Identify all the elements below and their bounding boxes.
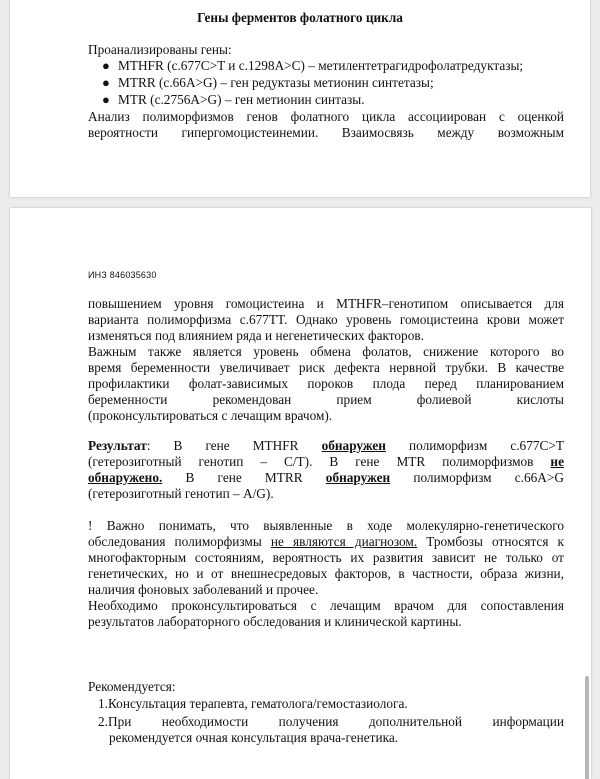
page-2 — [10, 208, 591, 779]
bullet-icon: ● — [102, 75, 110, 90]
text-line: Необходимо проконсультироваться с лечащим врачом для сопоставления — [88, 598, 564, 613]
scrollbar[interactable] — [585, 676, 589, 779]
document-id: ИНЗ 846035630 — [88, 270, 157, 280]
text-line: обследования полиморфизмы не являются диагнозом. Тромбозы относятся к — [88, 534, 565, 549]
text-line: результатов лабораторного обследования и клинической картины. — [88, 614, 462, 629]
bullet-icon: ● — [102, 58, 110, 73]
list-item: 1.Консультация терапевта, гематолога/гемостазиолога. — [98, 696, 408, 711]
recommendation-list — [98, 696, 564, 746]
text-line: беременности рекомендован прием фолиевой кислоты — [88, 392, 564, 407]
result-line: Результат: В гене MTHFR обнаружен полиморфизм c.677C>T — [88, 438, 564, 453]
list-item: ● MTRR (c.66A>G) – ген редуктазы метионин синтетазы; — [102, 75, 434, 90]
text-line: время беременности увеличивает риск дефекта нервной трубки. В качестве — [88, 360, 564, 375]
list-item: рекомендуется очная консультация врача-генетика. — [109, 730, 399, 745]
text-line: (проконсультироваться с лечащим врачом). — [88, 408, 333, 423]
text-line: генетических, но и от внешнесредовых факторов, в частности, образа жизни, — [88, 566, 564, 581]
not-found-mark: обнаружено. — [88, 470, 163, 485]
not-diagnosis-note: не являются диагнозом. — [270, 534, 418, 549]
text-line: профилактики фолат-зависимых пороков плода перед планированием — [88, 376, 564, 391]
list-item: ● MTHFR (c.677C>T и c.1298A>C) – метилентетрагидрофолатредуктазы; — [102, 58, 524, 73]
found-mark: обнаружен — [321, 438, 386, 453]
gene-list — [102, 58, 523, 109]
found-mark: обнаружен — [325, 470, 391, 485]
text-line: повышением уровня гомоцистеина и MTHFR–генотипом описывается для — [88, 296, 564, 311]
result-line: обнаружено. В гене MTRR обнаружен полиморфизм c.66A>G — [88, 470, 564, 485]
result-line: (гетерозиготный генотип – A/G). — [88, 486, 274, 501]
list-item: 2.При необходимости получения дополнительной информации — [98, 714, 564, 729]
result-label: Результат — [88, 438, 147, 453]
page-1 — [10, 0, 590, 197]
list-item: ● MTR (c.2756A>G) – ген метионин синтазы. — [102, 92, 365, 107]
text-line: ! Важно понимать, что выявленные в ходе молекулярно-генетического — [88, 518, 564, 533]
text-line: многофакторным состояниям, вероятность их развития зависит не только от — [88, 550, 564, 565]
text-line: варианта полиморфизма c.677TT. Однако уровень гомоцистеина крови может — [88, 312, 564, 327]
text-line: изменяться под влиянием ряда и негенетических факторов. — [88, 328, 424, 343]
recommend-title: Рекомендуется: — [88, 679, 176, 694]
analysis-line: вероятности гипергомоцистеинемии. Взаимосвязь между возможным — [88, 125, 564, 140]
page-title: Гены ферментов фолатного цикла — [197, 10, 403, 25]
bullet-icon: ● — [102, 92, 110, 107]
analysis-line: Анализ полиморфизмов генов фолатного цикла ассоциирован с оценкой — [88, 109, 564, 124]
result-line: (гетерозиготный генотип – C/T). В гене MTR полиморфизмов не — [88, 454, 564, 469]
text-line: наличия фоновых заболеваний и прочее. — [88, 582, 319, 597]
text-line: Важным также является уровень обмена фолатов, снижение которого во — [88, 344, 564, 359]
not-found-mark: не — [550, 454, 564, 469]
genes-intro: Проанализированы гены: — [88, 42, 232, 57]
